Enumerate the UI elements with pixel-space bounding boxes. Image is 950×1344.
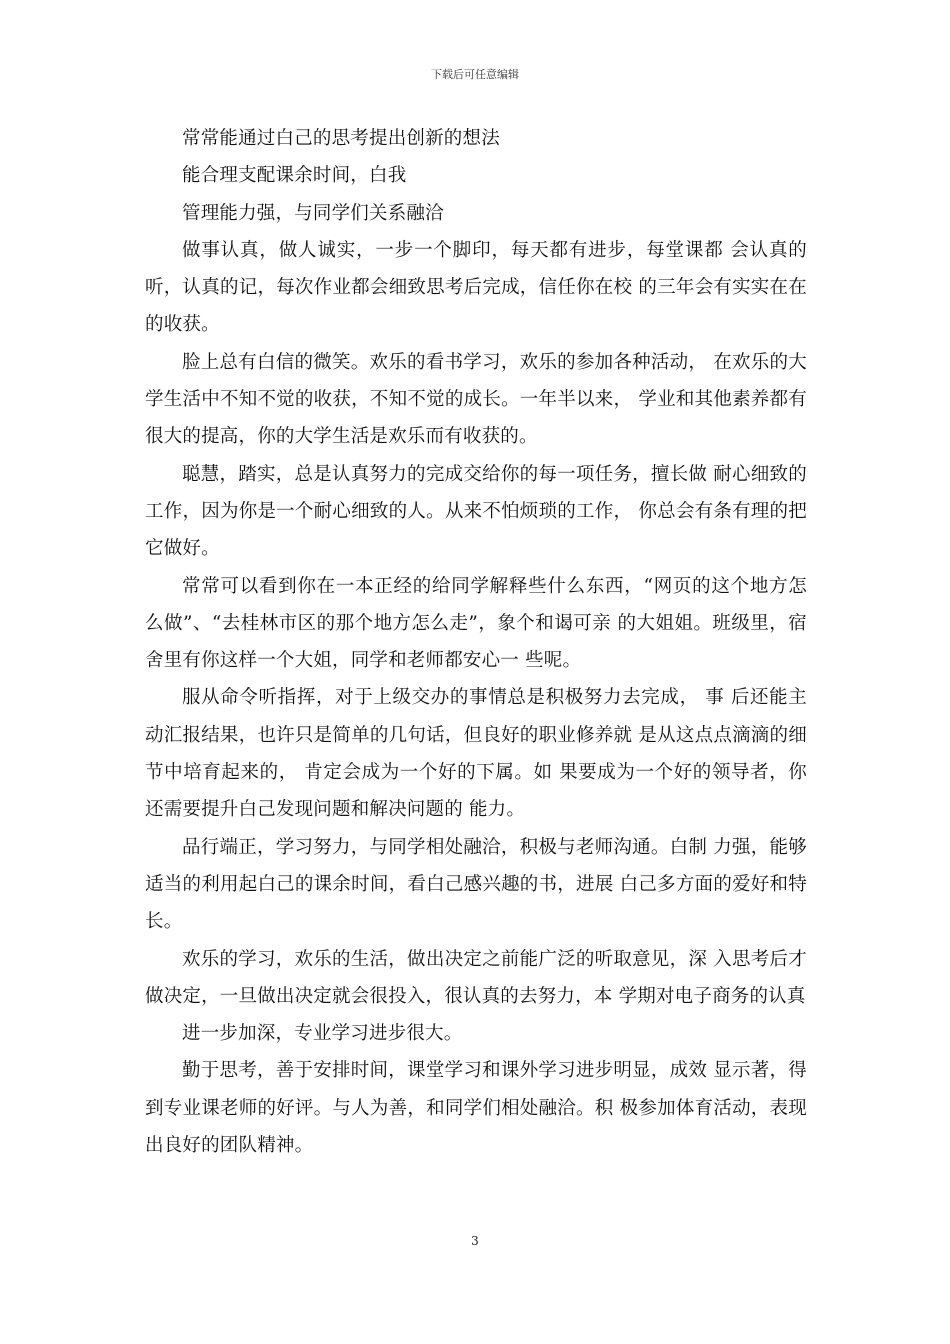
paragraph: 服从命令听指挥，对于上级交办的事情总是积极努力去完成， 事 后还能主动汇报结果，也许只是简单的几句话，但良好的职业修养就 是从这点点滴滴的细节中培育起来的， 肯定会成为一个好的下属。如 果要成为一个好的领导者，你还需要提升白己发现问题和解决问题的 能力。 — [145, 687, 807, 821]
paragraph: 脸上总有白信的微笑。欢乐的看书学习，欢乐的参加各种活动， 在欢乐的大学生活中不知不觉的收获，不知不觉的成长。一年半以来， 学业和其他素养都有很大的提高，你的大学生活是欢乐而有收获的。 — [145, 351, 807, 448]
paragraph: 做事认真，做人诚实，一步一个脚印，每天都有进步，每堂课都 会认真的听，认真的记，每次作业都会细致思考后完成，信任你在校 的三年会有实实在在的收获。 — [145, 239, 807, 336]
paragraph: 管理能力强，与同学们关系融洽 — [182, 202, 444, 224]
paragraph: 常常能通过白己的思考提出创新的想法 — [182, 128, 500, 149]
paragraph: 勤于思考，善于安排时间，课堂学习和课外学习进步明显，成效 显示著，得到专业课老师的好评。与人为善，和同学们相处融洽。积 极参加体育活动，表现出良好的团队精神。 — [145, 1060, 807, 1157]
paragraph: 能合理支配课余时间，白我 — [182, 165, 407, 187]
paragraph: 欢乐的学习，欢乐的生活，做出决定之前能广泛的听取意见，深 入思考后才做决定，一旦做出决定就会很投入，很认真的去努力，本 学期对电子商务的认真 — [145, 948, 807, 1007]
page-header: 下载后可任意编辑 — [431, 68, 519, 81]
paragraph: 品行端正，学习努力，与同学相处融洽，积极与老师沟通。白制 力强，能够适当的利用起白己的课余时间，看白己感兴趣的书，进展 白己多方面的爱好和特长。 — [145, 836, 807, 933]
paragraph: 聪慧，踏实，总是认真努力的完成交给你的每一项任务，擅长做 耐心细致的工作，因为你是一个耐心细致的人。从来不怕烦琐的工作， 你总会有条有理的把它做好。 — [145, 463, 807, 560]
paragraph: 进一步加深，专业学习进步很大。 — [182, 1023, 463, 1045]
page-number: 3 — [471, 1234, 479, 1248]
paragraph: 常常可以看到你在一本正经的给同学解释些什么东西，“网页的这个地方怎么做”、“去桂林市区的那个地方怎么走”，象个和谒可亲 的大姐姐。班级里，宿舍里有你这样一个大姐，同学和老师都安心一 些呢。 — [145, 575, 807, 672]
document-body — [145, 120, 807, 1164]
